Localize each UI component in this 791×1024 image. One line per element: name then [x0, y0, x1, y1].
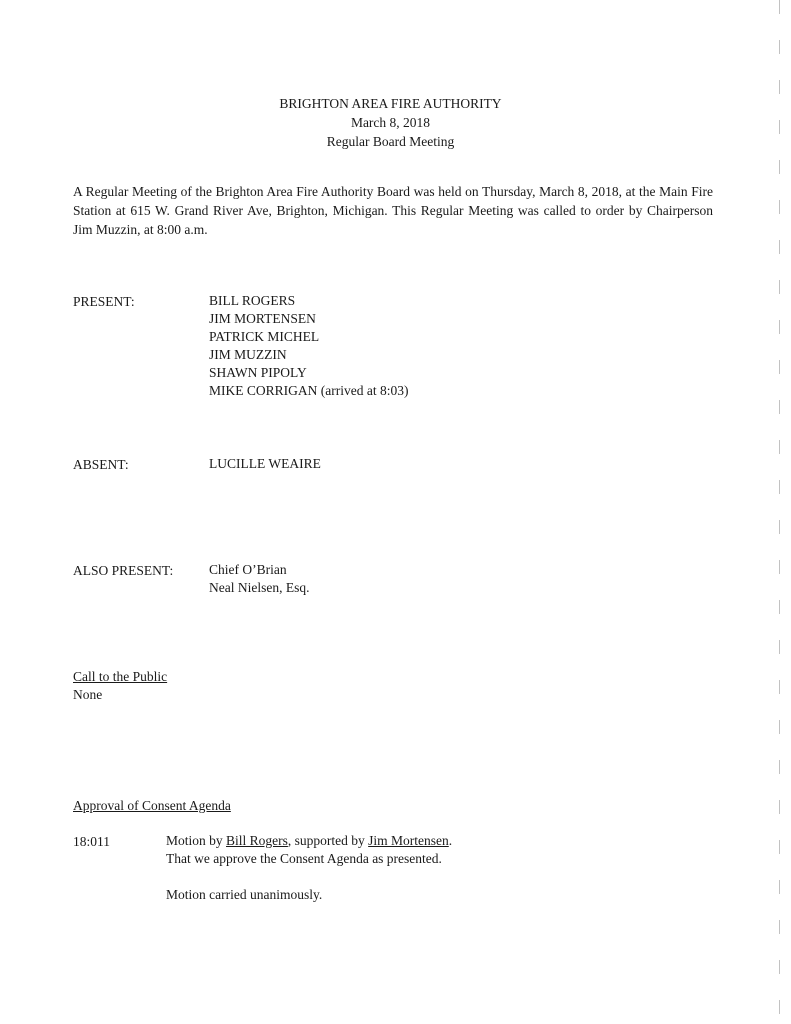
present-member: JIM MORTENSEN — [209, 311, 316, 326]
call-to-public-heading: Call to the Public — [73, 669, 168, 684]
motion-line-2: That we approve the Consent Agenda as presented. — [166, 851, 442, 866]
absent-label: ABSENT: — [73, 457, 129, 472]
motion-body — [166, 832, 452, 904]
intro-paragraph: A Regular Meeting of the Brighton Area Fire Authority Board was held on Thursday, March 8, 2018, at the Main Fire Station at 615 W. Grand River Ave, Brighton, Michigan. This Regular Meeting was called to order by Chairperson Jim Muzzin, at 8:00 a.m. — [73, 184, 713, 237]
org-title: BRIGHTON AREA FIRE AUTHORITY — [279, 96, 502, 111]
absent-list — [209, 455, 321, 473]
motion-suffix: . — [448, 833, 453, 848]
motion-prefix: Motion by — [166, 833, 227, 848]
present-member: BILL ROGERS — [209, 293, 296, 308]
motion-supporter: Jim Mortensen — [368, 833, 449, 848]
also-present-label: ALSO PRESENT: — [73, 563, 174, 578]
call-to-public-text: None — [73, 687, 103, 702]
consent-agenda-heading: Approval of Consent Agenda — [73, 798, 231, 813]
document-header — [0, 94, 781, 151]
present-label: PRESENT: — [73, 294, 135, 309]
absent-member: LUCILLE WEAIRE — [209, 456, 321, 471]
motion-middle: , supported by — [287, 833, 369, 848]
also-present-member: Chief O’Brian — [209, 562, 287, 577]
motion-mover: Bill Rogers — [226, 833, 288, 848]
motion-number: 18:011 — [73, 834, 110, 849]
also-present-list — [209, 561, 309, 597]
present-member: JIM MUZZIN — [209, 347, 287, 362]
present-member: MIKE CORRIGAN (arrived at 8:03) — [209, 383, 409, 398]
motion-line-1 — [166, 832, 452, 850]
also-present-member: Neal Nielsen, Esq. — [209, 580, 310, 595]
motion-result: Motion carried unanimously. — [166, 887, 323, 902]
present-list — [209, 292, 408, 400]
meeting-type: Regular Board Meeting — [326, 134, 455, 149]
meeting-date: March 8, 2018 — [350, 115, 431, 130]
scan-edge-line — [779, 0, 780, 1024]
present-member: SHAWN PIPOLY — [209, 365, 307, 380]
present-member: PATRICK MICHEL — [209, 329, 320, 344]
